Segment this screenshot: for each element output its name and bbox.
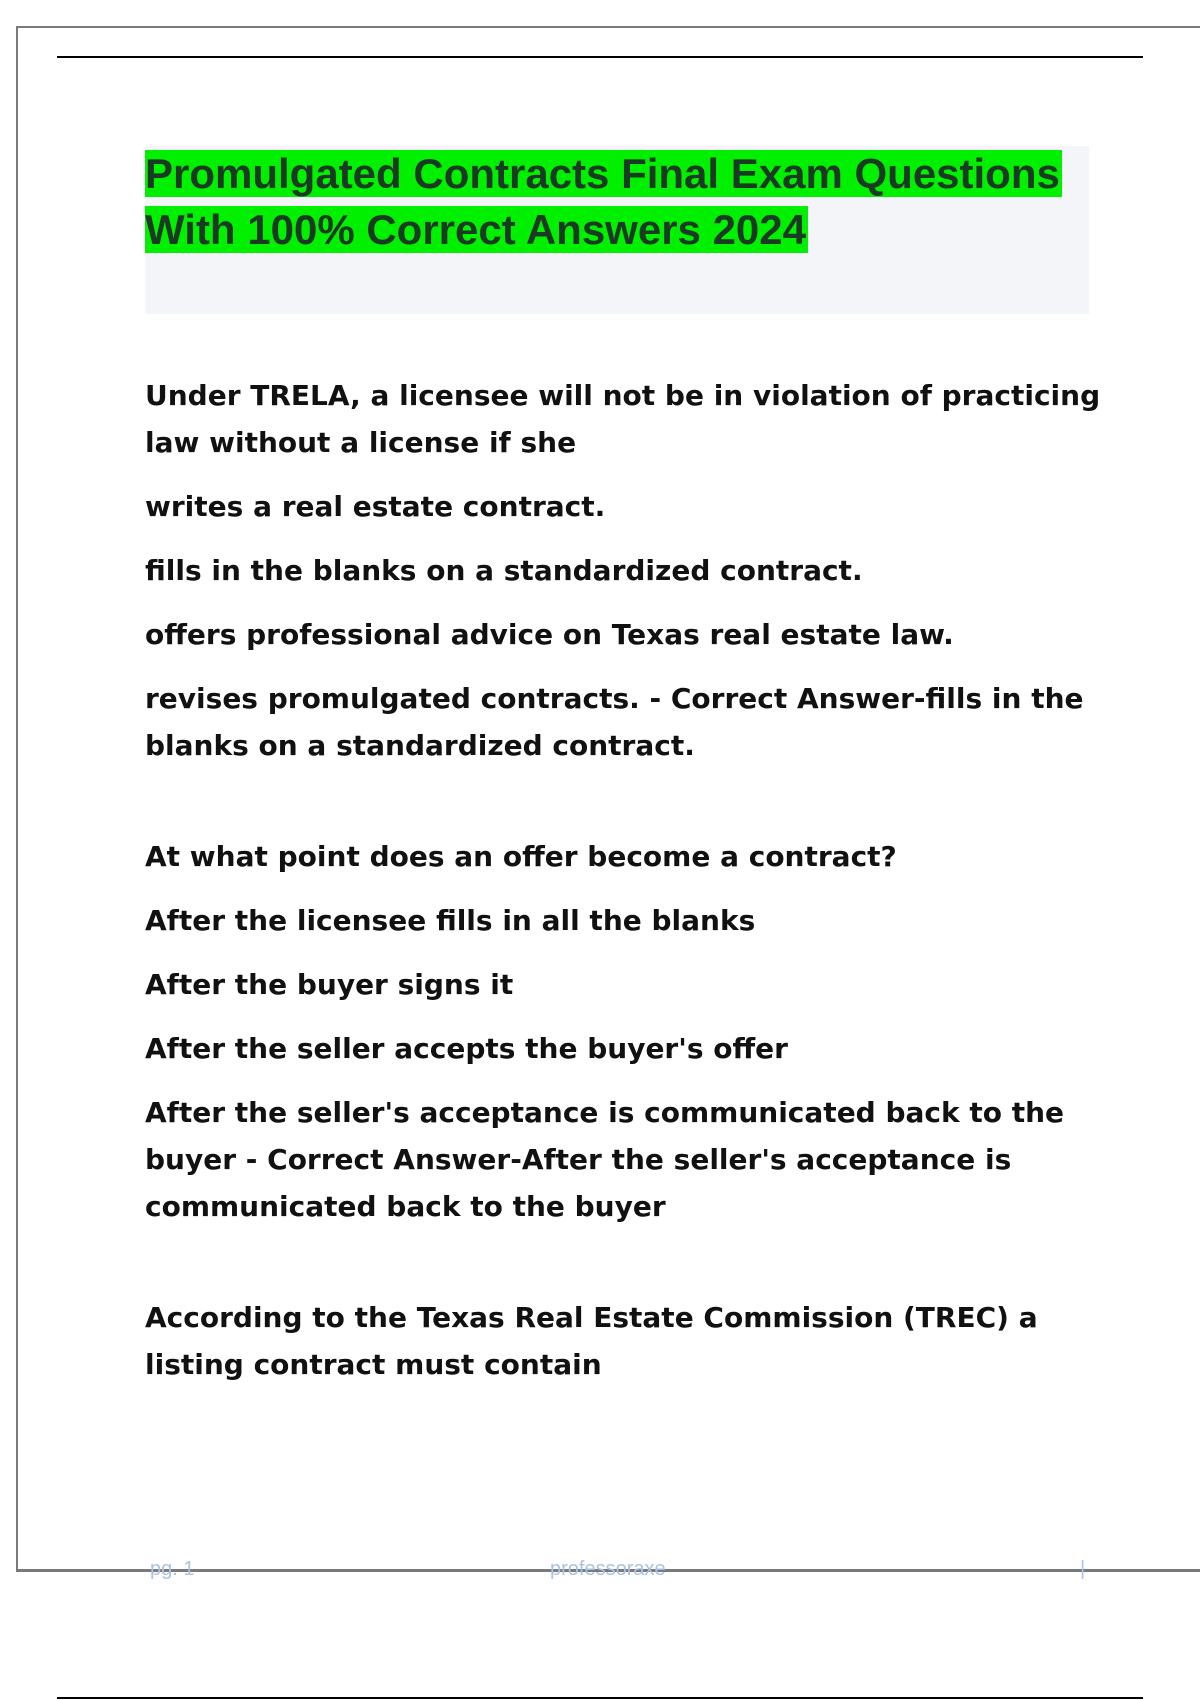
question-prompt: Under TRELA, a licensee will not be in violation of practicing law without a license if she bbox=[145, 379, 1101, 459]
next-page-rule bbox=[57, 1697, 1143, 1699]
question-prompt: At what point does an offer become a contract? bbox=[145, 840, 897, 873]
answer-option: After the seller accepts the buyer's offer bbox=[145, 1032, 788, 1065]
title-highlight: Promulgated Contracts Final Exam Questions With 100% Correct Answers 2024 bbox=[145, 150, 1060, 253]
answer-option: After the licensee fills in all the blanks bbox=[145, 904, 756, 937]
answer-option-with-correct-answer: After the seller's acceptance is communicated back to the buyer - Correct Answer-After the seller's acceptance is communicated back to the buyer bbox=[145, 1096, 1065, 1223]
answer-option-with-correct-answer: revises promulgated contracts. - Correct Answer-fills in the blanks on a standardized contract. bbox=[145, 682, 1084, 762]
title-box bbox=[145, 146, 1089, 314]
answer-option: fills in the blanks on a standardized contract. bbox=[145, 554, 863, 587]
answer-option: After the buyer signs it bbox=[145, 968, 514, 1001]
page-number: pg. 1 bbox=[150, 1558, 195, 1580]
footer-separator: | bbox=[1080, 1558, 1086, 1580]
question-prompt: According to the Texas Real Estate Commission (TREC) a listing contract must contain bbox=[145, 1301, 1038, 1381]
answer-option: offers professional advice on Texas real estate law. bbox=[145, 618, 954, 651]
page-title bbox=[145, 146, 1089, 258]
page-footer bbox=[0, 1558, 1200, 1588]
header-rule bbox=[57, 56, 1143, 58]
question-list bbox=[145, 372, 1105, 1388]
answer-option: writes a real estate contract. bbox=[145, 490, 606, 523]
footer-author: professoraxe bbox=[550, 1558, 666, 1580]
